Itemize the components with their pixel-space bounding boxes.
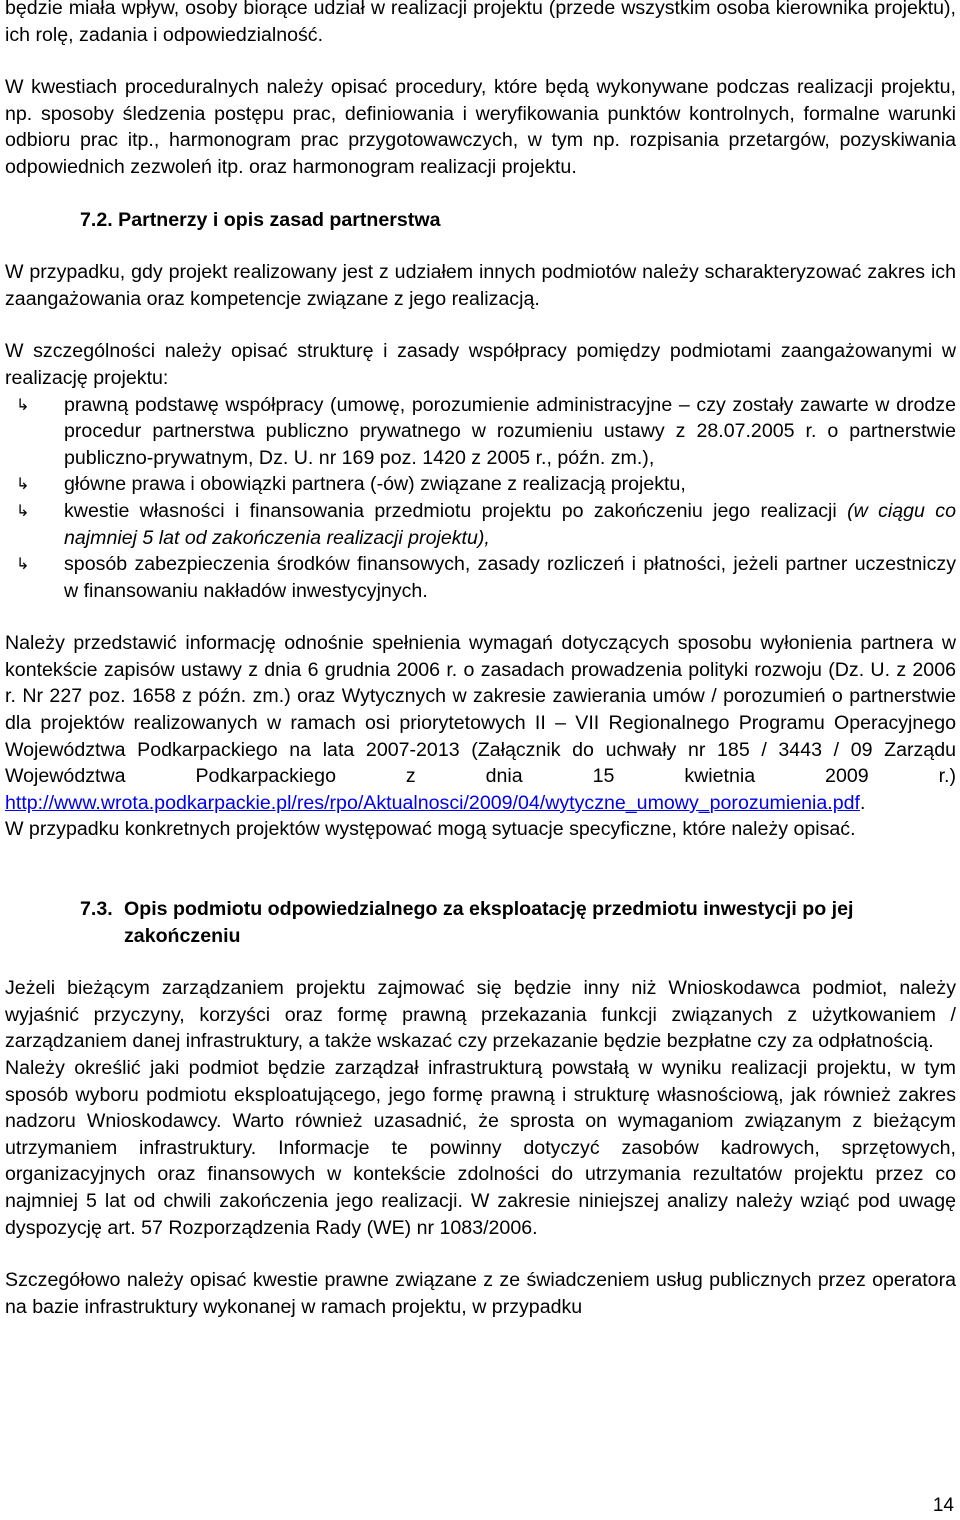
page-number: 14	[932, 1495, 954, 1516]
list-item-text: prawną podstawę współpracy (umowę, porozumienie administracyjne – czy zostały zawarte w drodze procedur partnerstwa publiczno prywatnego w rozumieniu ustawy z 28.07.2005 r. o partnerstwie publiczno-prywatnym, Dz. U. nr 169 poz. 1420 z 2005 r., późn. zm.),	[64, 393, 956, 469]
section-number: 7.3.	[80, 898, 113, 921]
arrow-bullet-icon: ↳	[16, 474, 30, 494]
paragraph-specific-cases: W przypadku konkretnych projektów występować mogą sytuacje specyficzne, które należy opisać.	[5, 818, 856, 841]
list-item	[5, 551, 956, 604]
paragraph-partners-scope: W przypadku, gdy projekt realizowany jest z udziałem innych podmiotów należy scharakteryzować zakres ich zaangażowania oraz kompetencje związane z jego realizacją.	[5, 261, 956, 310]
guidelines-link-tail: .	[859, 791, 866, 814]
section-number: 7.2.	[80, 208, 113, 231]
spacer	[5, 233, 956, 259]
paragraph-operator-reasons: Jeżeli bieżącym zarządzaniem projektu zajmować się będzie inny niż Wnioskodawca podmiot, należy wyjaśnić przyczyny, korzyści oraz formę prawną przekazania funkcji związanych z użytkowaniem / zarządzaniem danej infrastruktury, a także wskazać czy przekazanie będzie bezpłatne czy za odpłatnością.	[5, 977, 956, 1053]
guidelines-text: Należy przedstawić informację odnośnie spełnienia wymagań dotyczących sposobu wyłonienia partnera w kontekście zapisów ustawy z dnia 6 grudnia 2006 r. o zasadach prowadzenia polityki rozwoju (Dz. U. z 2006 r. Nr 227 poz. 1658 z późn. zm.) oraz Wytycznych w zakresie zawierania umów / porozumień o partnerstwie dla projektów realizowanych w ramach osi priorytetowych II – VII Regionalnego Programu Operacyjnego Województwa Podkarpackiego na lata 2007-2013 (Załącznik do uchwały nr 185 / 3443 / 09 Zarządu Województwa Podkarpackiego z dnia 15 kwietnia 2009 r.)	[5, 632, 956, 788]
list-item	[5, 498, 956, 551]
spacer	[5, 949, 956, 975]
list-item-text: kwestie własności i finansowania przedmiotu projektu po zakończeniu jego realizacji	[64, 499, 837, 522]
paragraph-procedures: W kwestiach proceduralnych należy opisać procedury, które będą wykonywane podczas realizacji projektu, np. sposoby śledzenia postępu prac, definiowania i weryfikowania punktów kontrolnych, formalne warunki odbioru prac itp., harmonogram prac przygotowawczych, w tym np. rozpisania przetargów, pozyskiwania odpowiednich zezwoleń itp. oraz harmonogram realizacji projektu.	[5, 76, 956, 178]
section-heading-7-3	[80, 896, 956, 949]
paragraph-intro: będzie miała wpływ, osoby biorące udział w realizacji projektu (przede wszystkim osoba kierownika projektu), ich rolę, zadania i odpowiedzialność.	[5, 0, 956, 46]
paragraph-operator-details: Należy określić jaki podmiot będzie zarządzał infrastrukturą powstałą w wyniku realizacji projektu, w tym sposób wyboru podmiotu eksploatującego, jego formę prawną i strukturę własnościową, jak również zakres nadzoru Wnioskodawcy. Warto również uzasadnić, że sprosta on wymaganiom związanym z bieżącym utrzymaniem infrastruktury. Informacje te powinny dotyczyć zasobów kadrowych, sprzętowych, organizacyjnych oraz finansowych w kontekście zdolności do utrzymania rezultatów projektu przez co najmniej 5 lat od chwili zakończenia jego realizacji. W zakresie niniejszej analizy należy wziąć pod uwagę dyspozycję art. 57 Rozporządzenia Rady (WE) nr 1083/2006.	[5, 1057, 956, 1239]
spacer	[5, 869, 956, 896]
arrow-bullet-icon: ↳	[16, 554, 30, 574]
spacer	[5, 312, 956, 338]
spacer	[5, 181, 956, 207]
guidelines-link[interactable]: http://www.wrota.podkarpackie.pl/res/rpo/Aktualnosci/2009/04/wytyczne_umowy_porozumienia.pdf	[5, 791, 860, 814]
arrow-bullet-icon: ↳	[16, 394, 30, 414]
section-title: Partnerzy i opis zasad partnerstwa	[118, 208, 441, 231]
document-page	[5, 0, 956, 1320]
list-item	[5, 392, 956, 472]
list-item-italic-note: (w ciągu co najmniej 5 lat od zakończenia realizacji projektu),	[64, 499, 956, 549]
spacer	[5, 843, 956, 869]
section-heading-7-2	[80, 207, 956, 234]
section-title: Opis podmiotu odpowiedzialnego za eksploatację przedmiotu inwestycji po jej zakończeniu	[124, 898, 854, 947]
spacer	[5, 604, 956, 630]
list-item-text: główne prawa i obowiązki partnera (-ów) związane z realizacją projektu,	[64, 473, 686, 496]
paragraph-partners-structure: W szczególności należy opisać strukturę i zasady współpracy pomiędzy podmiotami zaangażowanymi w realizację projektu:	[5, 340, 956, 389]
spacer	[5, 48, 956, 74]
list-item	[5, 471, 956, 498]
partnership-bullet-list	[5, 392, 956, 605]
paragraph-guidelines	[5, 630, 956, 816]
spacer	[5, 1241, 956, 1267]
arrow-bullet-icon: ↳	[16, 500, 30, 520]
paragraph-public-services: Szczegółowo należy opisać kwestie prawne związane z ze świadczeniem usług publicznych przez operatora na bazie infrastruktury wykonanej w ramach projektu, w przypadku	[5, 1269, 956, 1318]
list-item-text: sposób zabezpieczenia środków finansowych, zasady rozliczeń i płatności, jeżeli partner uczestniczy w finansowaniu nakładów inwestycyjnych.	[64, 553, 956, 602]
